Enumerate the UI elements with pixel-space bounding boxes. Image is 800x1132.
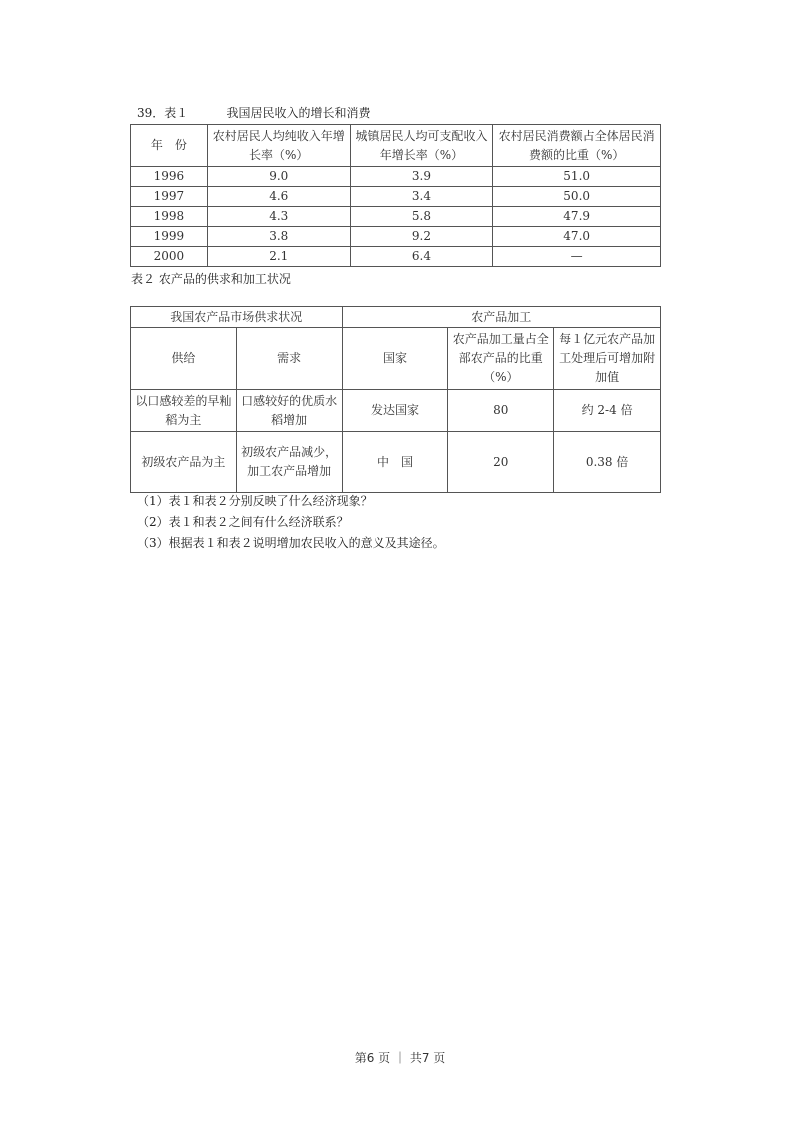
table-cell: 初级农产品为主 xyxy=(131,432,237,493)
table-cell: 47.9 xyxy=(493,207,661,227)
table-header-row xyxy=(131,328,661,390)
table-cell: 2.1 xyxy=(207,247,350,267)
header-demand: 需求 xyxy=(236,328,342,390)
table-cell: 约 2-4 倍 xyxy=(554,390,661,432)
agri-supply-processing-table xyxy=(130,306,661,493)
group-header-market: 我国农产品市场供求状况 xyxy=(131,307,343,328)
table-row xyxy=(131,227,661,247)
table-cell: 以口感较差的早籼稻为主 xyxy=(131,390,237,432)
table-cell: 4.3 xyxy=(207,207,350,227)
table-cell: 50.0 xyxy=(493,187,661,207)
table-cell: 1996 xyxy=(131,167,208,187)
table-cell: 0.38 倍 xyxy=(554,432,661,493)
group-header-processing: 农产品加工 xyxy=(342,307,660,328)
header-supply: 供给 xyxy=(131,328,237,390)
table1-number: 39．表１ xyxy=(137,106,189,120)
table-cell: 9.2 xyxy=(350,227,493,247)
table-cell: 47.0 xyxy=(493,227,661,247)
income-growth-table xyxy=(130,124,661,267)
header-value-added: 每１亿元农产品加工处理后可增加附加值 xyxy=(554,328,661,390)
table-cell: 9.0 xyxy=(207,167,350,187)
table-row xyxy=(131,247,661,267)
table-header-row xyxy=(131,125,661,167)
header-country: 国家 xyxy=(342,328,448,390)
table-cell: 6.4 xyxy=(350,247,493,267)
table-cell: 1997 xyxy=(131,187,208,207)
question-2: （2）表１和表２之间有什么经济联系？ xyxy=(137,515,349,529)
page-footer: 第6 页 ｜ 共7 页 xyxy=(354,1051,446,1065)
table-cell: — xyxy=(493,247,661,267)
table-cell: 80 xyxy=(448,390,554,432)
table-cell: 2000 xyxy=(131,247,208,267)
table-cell: 3.4 xyxy=(350,187,493,207)
table-row xyxy=(131,187,661,207)
table-cell: 4.6 xyxy=(207,187,350,207)
header-rural-income-growth: 农村居民人均纯收入年增长率（%） xyxy=(207,125,350,167)
header-year: 年 份 xyxy=(131,125,208,167)
header-processing-share: 农产品加工量占全部农产品的比重（%） xyxy=(448,328,554,390)
table1-caption xyxy=(137,104,370,121)
table-cell: 初级农产品减少，加工农产品增加 xyxy=(236,432,342,493)
table-row xyxy=(131,167,661,187)
table-cell: 1999 xyxy=(131,227,208,247)
table-row xyxy=(131,390,661,432)
header-rural-consumption-share: 农村居民消费额占全体居民消费额的比重（%） xyxy=(493,125,661,167)
table-group-header-row xyxy=(131,307,661,328)
table-cell: 发达国家 xyxy=(342,390,448,432)
table-row xyxy=(131,207,661,227)
table2-caption: 表２ 农产品的供求和加工状况 xyxy=(131,272,291,286)
table-cell: 51.0 xyxy=(493,167,661,187)
table-cell: 1998 xyxy=(131,207,208,227)
question-3: （3）根据表１和表２说明增加农民收入的意义及其途径。 xyxy=(137,536,445,550)
table-cell: 5.8 xyxy=(350,207,493,227)
question-1: （1）表１和表２分别反映了什么经济现象？ xyxy=(137,494,373,508)
header-urban-income-growth: 城镇居民人均可支配收入年增长率（%） xyxy=(350,125,493,167)
table-cell: 中 国 xyxy=(342,432,448,493)
table-cell: 口感较好的优质水稻增加 xyxy=(236,390,342,432)
table1-title: 我国居民收入的增长和消费 xyxy=(226,106,371,120)
table-cell: 3.9 xyxy=(350,167,493,187)
table-cell: 20 xyxy=(448,432,554,493)
table-cell: 3.8 xyxy=(207,227,350,247)
table-row xyxy=(131,432,661,493)
